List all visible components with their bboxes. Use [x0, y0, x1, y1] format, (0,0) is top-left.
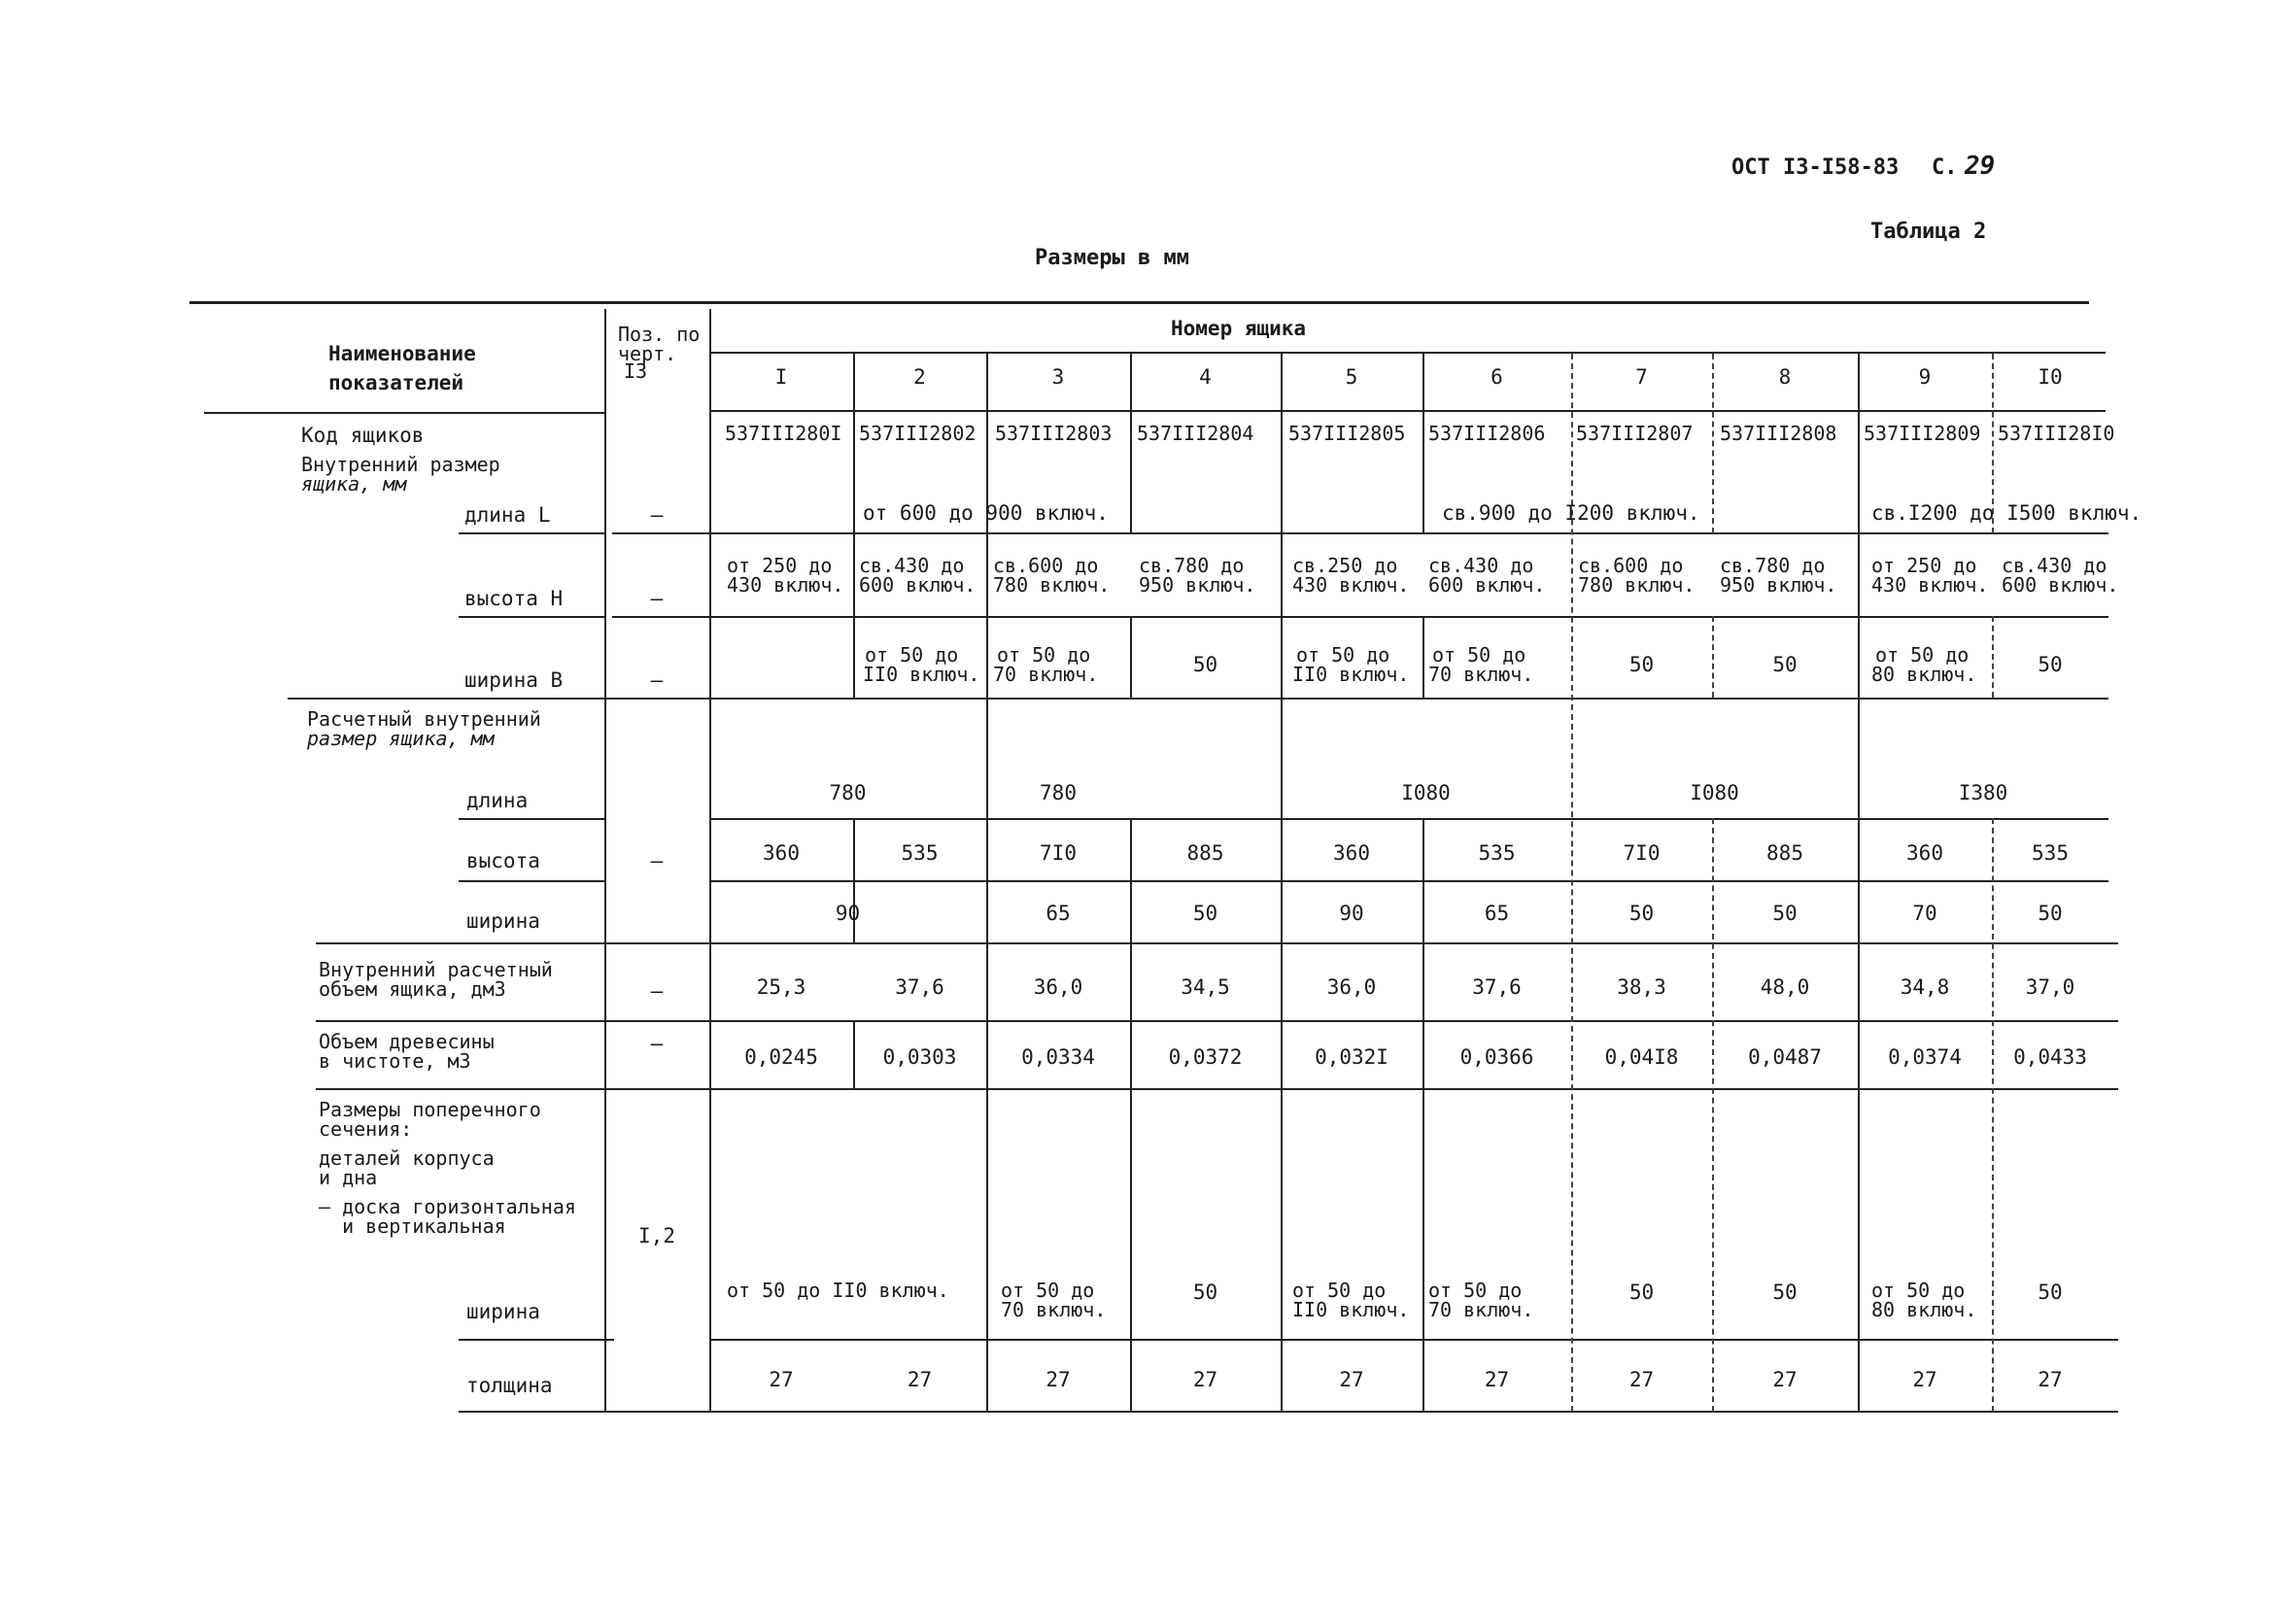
volume-8: 48,0: [1760, 975, 1810, 999]
row-thickness-label: толщина: [466, 1374, 553, 1397]
volume-3: 36,0: [1033, 975, 1083, 999]
wood-5: 0,032I: [1315, 1045, 1388, 1069]
sec-width-5-b: 70 включ.: [1428, 1298, 1534, 1321]
volume-4: 34,5: [1181, 975, 1230, 999]
rule-volume: [316, 1020, 2118, 1022]
rule-bottom: [459, 1411, 2118, 1413]
calc-height-8: 885: [1766, 841, 1803, 865]
sec-width-4-b: II0 включ.: [1292, 1298, 1410, 1321]
thickness-8: 27: [1772, 1368, 1798, 1391]
code-2: 537III2802: [859, 422, 977, 445]
row-calc-height-label: высота: [466, 849, 540, 872]
standard-code: ОСТ I3-I58-83: [1731, 155, 1900, 180]
width-3-b: 70 включ.: [993, 663, 1099, 686]
wood-6: 0,0366: [1459, 1045, 1534, 1069]
sec-width-3: 50: [1192, 1281, 1218, 1304]
wood-10: 0,0433: [2013, 1045, 2087, 1069]
row-length-label: длина L: [464, 503, 551, 527]
rule-calc-width: [316, 942, 2118, 944]
volume-2: 37,6: [895, 975, 944, 999]
length-group-2: св.900 до I200 включ.: [1442, 501, 1700, 525]
vline-5b: [1422, 616, 1424, 698]
row-height-label: высота Н: [464, 587, 564, 610]
wood-1: 0,0245: [744, 1045, 818, 1069]
rule-length: [612, 532, 2108, 534]
vline-1b: [853, 818, 855, 944]
box-number-10: I0: [2038, 365, 2063, 389]
row-volume-label1: Внутренний расчетный: [319, 958, 553, 981]
box-number-7: 7: [1635, 365, 1648, 389]
thickness-6: 27: [1484, 1368, 1510, 1391]
height-6-a: св.430 до: [1428, 554, 1534, 577]
height-9-b: 430 включ.: [1871, 573, 1989, 597]
vline-8: [1858, 354, 1860, 1412]
wood-4: 0,0372: [1168, 1045, 1243, 1069]
height-8-a: св.780 до: [1720, 554, 1826, 577]
calc-width-4: 90: [1339, 902, 1364, 925]
box-number-2: 2: [913, 365, 926, 389]
rule-under-box-number: [709, 352, 2106, 354]
row-code-label: Код ящиков: [301, 424, 425, 447]
calc-height-pos: –: [650, 849, 664, 872]
sec-width-9: 50: [2038, 1281, 2063, 1304]
height-2-b: 600 включ.: [859, 573, 977, 597]
page-prefix: С.: [1932, 155, 1958, 180]
height-7-b: 780 включ.: [1578, 573, 1696, 597]
sec-width-1: от 50 до II0 включ.: [727, 1279, 949, 1302]
wood-8: 0,0487: [1748, 1045, 1822, 1069]
section-pos: I,2: [638, 1224, 675, 1247]
calc-length-2: 780: [1040, 781, 1077, 804]
calc-width-7: 50: [1772, 902, 1798, 925]
row-inner-size-label2: ящика, мм: [301, 472, 407, 495]
rule-under-numbers: [709, 410, 2106, 412]
box-number-8: 8: [1778, 365, 1792, 389]
calc-length-4: I080: [1690, 781, 1739, 804]
header-pos-line2: черт.: [618, 342, 677, 365]
rule-length-left: [459, 532, 604, 534]
rule-height-left: [459, 616, 604, 618]
calc-height-9: 360: [1906, 841, 1943, 865]
height-5-a: св.250 до: [1292, 554, 1398, 577]
height-3-a: св.600 до: [993, 554, 1099, 577]
sec-width-2-a: от 50 до: [1001, 1279, 1095, 1302]
calc-height-1: 360: [763, 841, 800, 865]
table-label: Таблица 2: [1870, 220, 1987, 244]
thickness-9: 27: [1912, 1368, 1937, 1391]
height-7-a: св.600 до: [1578, 554, 1684, 577]
row-section-label1: Размеры поперечного: [319, 1098, 541, 1121]
rule-calc-length: [709, 818, 2108, 820]
thickness-1: 27: [769, 1368, 794, 1391]
row-section-sub1-b: и дна: [319, 1166, 378, 1189]
row-inner-size-label1: Внутренний размер: [301, 453, 500, 476]
thickness-5: 27: [1339, 1368, 1364, 1391]
row-wood-label2: в чистоте, м3: [319, 1049, 471, 1073]
code-4: 537III2804: [1137, 422, 1254, 445]
volume-7: 38,3: [1617, 975, 1666, 999]
units-note: Размеры в мм: [1035, 246, 1189, 270]
thickness-2: 27: [907, 1368, 933, 1391]
width-6-a: от 50 до: [1432, 643, 1526, 666]
calc-height-4: 885: [1186, 841, 1224, 865]
height-10-b: 600 включ.: [2002, 573, 2119, 597]
sec-width-5-a: от 50 до: [1428, 1279, 1523, 1302]
row-section-sub2-b: и вертикальная: [319, 1214, 506, 1238]
row-width-label: ширина В: [464, 668, 564, 692]
height-8-b: 950 включ.: [1720, 573, 1837, 597]
code-5: 537III2805: [1288, 422, 1406, 445]
calc-height-6: 535: [1478, 841, 1516, 865]
volume-6: 37,6: [1472, 975, 1522, 999]
header-name-line2: показателей: [328, 371, 464, 394]
header-box-number: Номер ящика: [1171, 317, 1307, 340]
width-5-b: II0 включ.: [1292, 663, 1410, 686]
row-calc-size-label1: Расчетный внутренний: [307, 707, 541, 731]
box-number-3: 3: [1051, 365, 1065, 389]
row-section-sub1-a: деталей корпуса: [319, 1146, 495, 1170]
rule-sec-width: [709, 1339, 2118, 1341]
volume-10: 37,0: [2025, 975, 2075, 999]
calc-width-5: 65: [1484, 902, 1510, 925]
table-top-rule: [189, 301, 2089, 304]
width-9-b: 80 включ.: [1871, 663, 1977, 686]
calc-height-10: 535: [2032, 841, 2069, 865]
height-3-b: 780 включ.: [993, 573, 1111, 597]
box-number-4: 4: [1199, 365, 1212, 389]
rule-calc-length-left: [459, 818, 604, 820]
volume-9: 34,8: [1900, 975, 1950, 999]
rule-calc-height-left: [459, 880, 604, 882]
code-3: 537III2803: [995, 422, 1113, 445]
header-pos-line1: Поз. по: [618, 323, 701, 346]
header-name-line1: Наименование: [328, 342, 476, 365]
sec-width-4-a: от 50 до: [1292, 1279, 1387, 1302]
sec-width-6: 50: [1628, 1281, 1655, 1304]
code-10: 537III28I0: [1998, 422, 2115, 445]
rule-width: [288, 698, 2108, 700]
row-sec-width-label: ширина: [466, 1300, 540, 1323]
width-6-b: 70 включ.: [1428, 663, 1534, 686]
code-6: 537III2806: [1428, 422, 1546, 445]
calc-width-6: 50: [1628, 902, 1655, 925]
calc-height-2: 535: [901, 841, 939, 865]
calc-length-1: 780: [829, 781, 867, 804]
code-1: 537III280I: [725, 422, 842, 445]
width-pos: –: [650, 668, 664, 692]
sec-width-7: 50: [1772, 1281, 1798, 1304]
vline-1a: [853, 354, 855, 698]
sec-width-8-b: 80 включ.: [1871, 1298, 1977, 1321]
height-5-b: 430 включ.: [1292, 573, 1410, 597]
width-2-b: II0 включ.: [863, 663, 980, 686]
thickness-7: 27: [1628, 1368, 1655, 1391]
box-number-5: 5: [1345, 365, 1358, 389]
header-pos-line3: I3: [624, 359, 648, 383]
calc-width-3: 50: [1192, 902, 1218, 925]
calc-height-5: 360: [1333, 841, 1370, 865]
width-10: 50: [2038, 653, 2063, 676]
rule-height: [612, 616, 2108, 618]
height-4-b: 950 включ.: [1139, 573, 1256, 597]
calc-width-8: 70: [1912, 902, 1937, 925]
height-1-b: 430 включ.: [727, 573, 844, 597]
row-volume-label2: объем ящика, дм3: [319, 977, 506, 1001]
height-pos: –: [650, 587, 664, 610]
length-pos: –: [650, 503, 664, 527]
calc-length-5: I380: [1958, 781, 2008, 804]
row-calc-length-label: длина: [466, 789, 529, 812]
page-number: 29: [1965, 152, 1996, 181]
rule-wood: [316, 1088, 2118, 1090]
length-group-1: от 600 до 900 включ.: [863, 501, 1109, 525]
row-calc-size-label2: размер ящика, мм: [307, 727, 495, 750]
volume-5: 36,0: [1326, 975, 1377, 999]
width-8: 50: [1772, 653, 1798, 676]
volume-pos: –: [650, 979, 664, 1003]
wood-9: 0,0374: [1888, 1045, 1962, 1069]
vline-4: [1281, 354, 1283, 1412]
row-section-label2: сечения:: [319, 1117, 413, 1141]
wood-pos: –: [650, 1032, 664, 1055]
thickness-3: 27: [1045, 1368, 1071, 1391]
calc-width-1: 90: [835, 902, 861, 925]
height-1-a: от 250 до: [727, 554, 833, 577]
calc-length-3: I080: [1401, 781, 1451, 804]
calc-height-7: 7I0: [1623, 841, 1661, 865]
thickness-4: 27: [1192, 1368, 1218, 1391]
calc-height-3: 7I0: [1040, 841, 1077, 865]
width-7: 50: [1628, 653, 1655, 676]
code-9: 537III2809: [1864, 422, 1981, 445]
volume-1: 25,3: [756, 975, 806, 999]
box-number-9: 9: [1918, 365, 1932, 389]
width-2-a: от 50 до: [865, 643, 959, 666]
thickness-10: 27: [2038, 1368, 2063, 1391]
rule-calc-height: [709, 880, 2108, 882]
height-6-b: 600 включ.: [1428, 573, 1546, 597]
wood-3: 0,0334: [1021, 1045, 1095, 1069]
row-section-sub2-a: – доска горизонтальная: [319, 1195, 576, 1218]
row-calc-width-label: ширина: [466, 909, 540, 933]
width-4: 50: [1192, 653, 1218, 676]
height-9-a: от 250 до: [1871, 554, 1977, 577]
wood-7: 0,04I8: [1604, 1045, 1679, 1069]
height-4-a: св.780 до: [1139, 554, 1245, 577]
calc-width-2: 65: [1045, 902, 1071, 925]
width-9-a: от 50 до: [1875, 643, 1970, 666]
code-7: 537III2807: [1576, 422, 1694, 445]
length-group-3: св.I200 до I500 включ.: [1871, 501, 2142, 525]
width-5-a: от 50 до: [1296, 643, 1390, 666]
rule-under-header-left: [204, 412, 604, 414]
height-2-a: св.430 до: [859, 554, 965, 577]
box-number-1: I: [774, 365, 788, 389]
row-wood-label1: Объем древесины: [319, 1030, 495, 1053]
rule-sec-width-left: [459, 1339, 614, 1341]
calc-width-9: 50: [2038, 902, 2063, 925]
height-10-a: св.430 до: [2002, 554, 2108, 577]
width-3-a: от 50 до: [997, 643, 1091, 666]
box-number-6: 6: [1491, 365, 1503, 389]
wood-2: 0,0303: [882, 1045, 957, 1069]
sec-width-8-a: от 50 до: [1871, 1279, 1966, 1302]
sec-width-2-b: 70 включ.: [1001, 1298, 1107, 1321]
code-8: 537III2808: [1720, 422, 1837, 445]
